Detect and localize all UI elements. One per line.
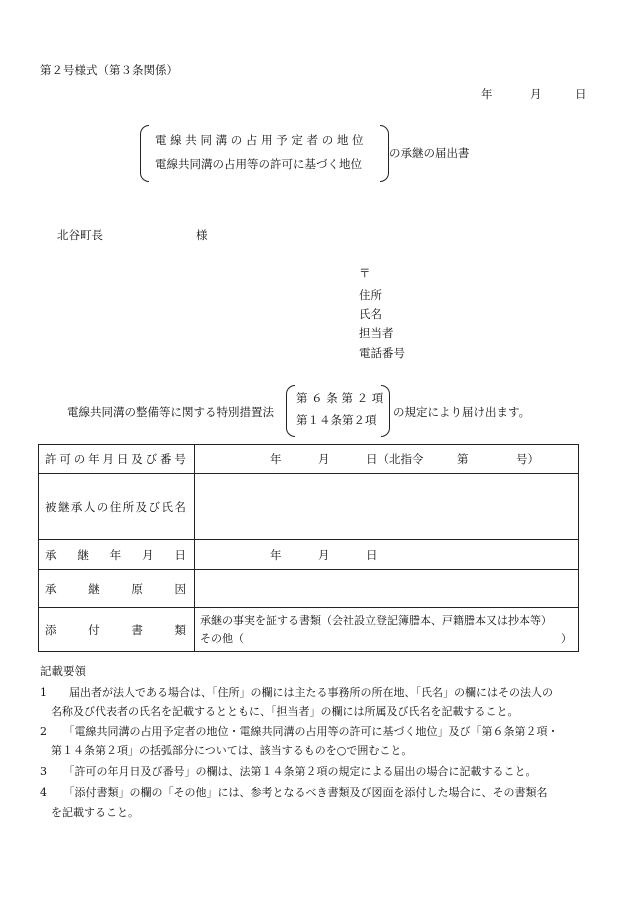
- applicant-phone-label: 電話番号: [359, 346, 405, 360]
- value-succession-reason[interactable]: [195, 570, 579, 608]
- title-bracket-left: [140, 125, 149, 182]
- statement-prefix: 電線共同溝の整備等に関する特別措置法: [67, 405, 274, 419]
- applicant-name-label: 氏名: [359, 307, 382, 321]
- label-permit-date-number: 許 可 の 年 月 日 及 び 番 号: [39, 445, 195, 474]
- statement-suffix: の規定により届け出ます。: [393, 405, 531, 419]
- value-predecessor[interactable]: [195, 474, 579, 540]
- title-suffix: の承継の届出書: [389, 146, 470, 160]
- value-attachments[interactable]: [195, 608, 579, 652]
- applicant-address-label: 住所: [359, 288, 382, 302]
- instruction-line: 4 「添付書類」の欄の「その他」には、参考となるべき書類及び図面を添付した場合に、その書類名: [40, 786, 548, 799]
- value-succession-date[interactable]: 年 月 日: [195, 540, 579, 570]
- title-option-2: 電線共同溝の占用等の許可に基づく地位: [155, 157, 362, 171]
- instruction-line: 2 「電線共同溝の占用予定者の地位・電線共同溝の占用等の許可に基づく地位」及び「第６条第２項・: [40, 725, 559, 738]
- date-day-label: 日: [575, 87, 587, 101]
- instruction-line: 3 「許可の年月日及び番号」の欄は、法第１４条第２項の規定による届出の場合に記載すること。: [40, 765, 537, 778]
- date-month-label: 月: [530, 87, 542, 101]
- addressee-name: 北谷町長: [57, 228, 103, 242]
- statement-bracket-left: [286, 385, 295, 437]
- value-permit-date-number[interactable]: 年 月 日（北指令 第 号）: [195, 445, 579, 474]
- table-row-reason: [39, 570, 579, 608]
- instruction-line: 名称及び代表者の氏名を記載するとともに、「担当者」の欄には所属及び氏名を記載すること。: [40, 705, 519, 718]
- date-year-label: 年: [481, 87, 493, 101]
- attachment-other: その他（ ）: [200, 631, 572, 645]
- table-row-permit-date: [39, 445, 579, 474]
- label-succession-date: 承 継 年 月 日: [39, 540, 195, 570]
- label-succession-reason: 承 継 原 因: [39, 570, 195, 608]
- applicant-contact-label: 担当者: [359, 326, 394, 340]
- statement-option-1: 第 ６ 条 第 ２ 項: [296, 391, 384, 405]
- table-row-attachments: [39, 608, 579, 652]
- instruction-line: を記載すること。: [40, 806, 139, 819]
- attachment-proof-documents: 承継の事実を証する書類（会社設立登記簿謄本、戸籍謄本又は抄本等）: [200, 613, 552, 627]
- label-predecessor: 被 継 承 人 の 住 所 及 び 氏 名: [39, 474, 195, 540]
- table-row-predecessor: [39, 474, 579, 540]
- postal-mark: 〒: [359, 266, 371, 280]
- instructions-heading: 記載要領: [40, 664, 86, 678]
- label-attachments: 添 付 書 類: [39, 608, 195, 652]
- title-bracket-right: [380, 125, 389, 182]
- form-table: [38, 444, 579, 652]
- form-number: 第２号様式（第３条関係）: [40, 63, 178, 77]
- title-option-1: 電 線 共 同 溝 の 占 用 予 定 者 の 地 位: [155, 133, 364, 147]
- table-row-succession-date: [39, 540, 579, 570]
- statement-option-2: 第１４条第２項: [296, 413, 377, 427]
- addressee-honorific: 様: [196, 228, 208, 242]
- instruction-line: 第１４条第２項」の括弧部分については、該当するものを○で囲むこと。: [40, 744, 413, 757]
- instruction-line: 1 届出者が法人である場合は、「住所」の欄には主たる事務所の所在地、「氏名」の欄にはその法人の: [40, 686, 553, 699]
